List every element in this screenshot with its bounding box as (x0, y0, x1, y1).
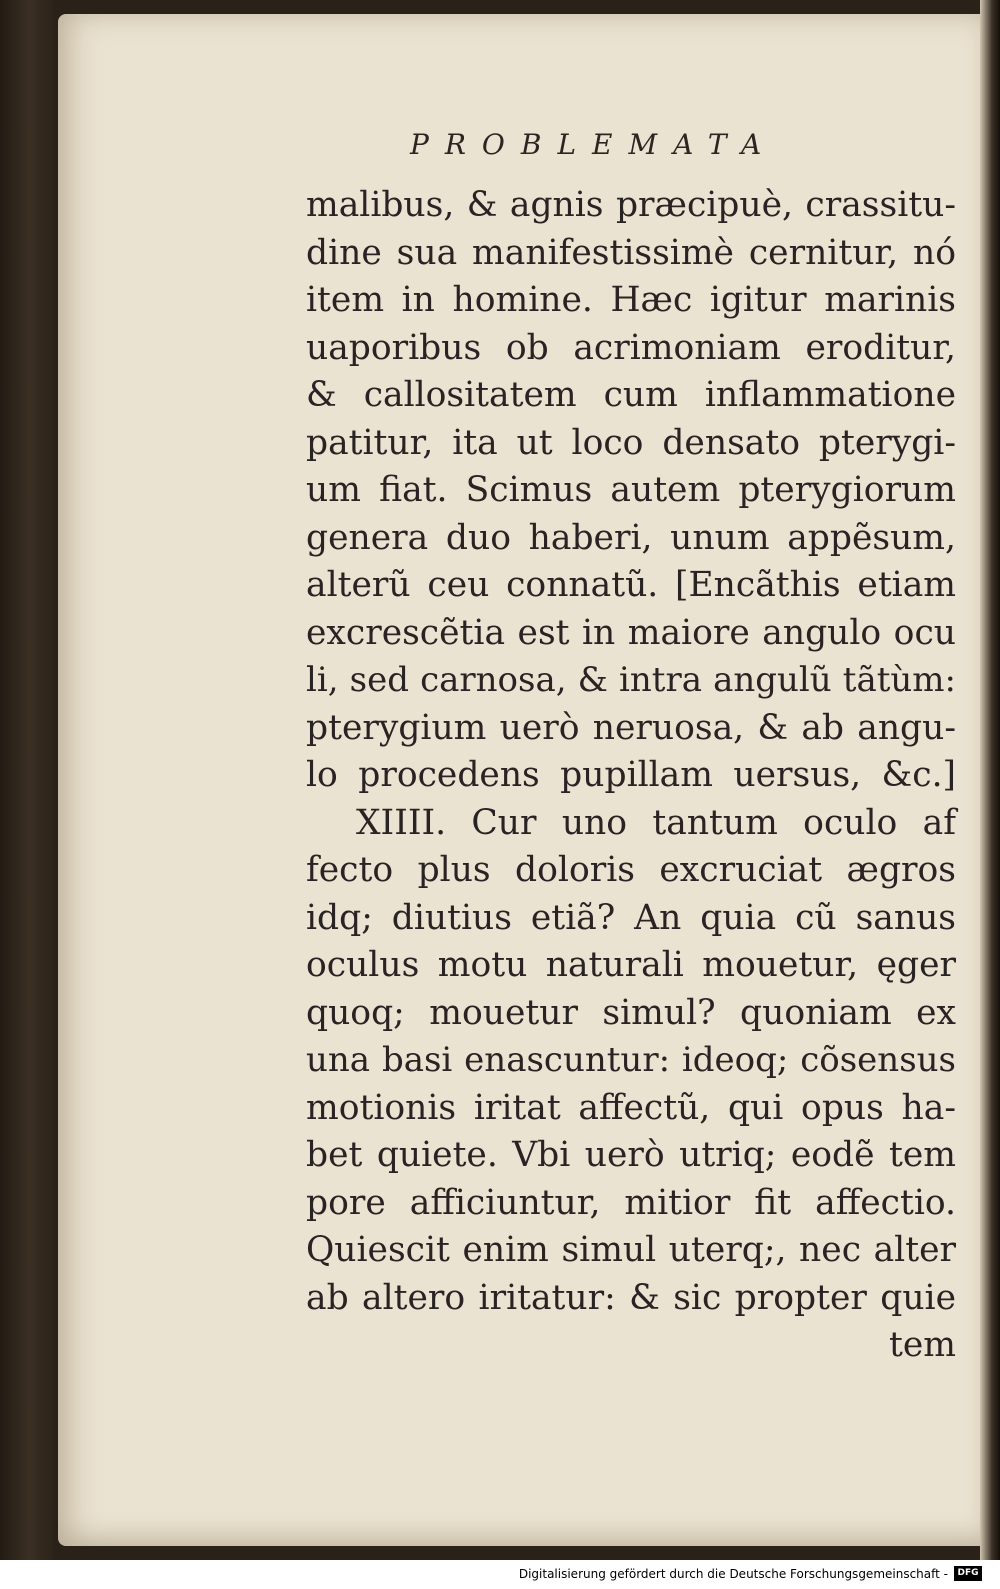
text-line: dine sua manifestissimè cernitur, nó (306, 232, 956, 273)
text-line: uaporibus ob acrimoniam eroditur, (306, 327, 956, 368)
section-heading-line: XIIII. Cur uno tantum oculo af (356, 802, 956, 843)
digitization-footer (0, 1560, 1000, 1589)
text-line: fecto plus doloris excruciat ægros (306, 850, 956, 890)
text-line: malibus, & agnis præcipuè, crassitu- (306, 185, 956, 225)
footer-credit: Digitalisierung gefördert durch die Deutsche Forschungsgemeinschaft - (518, 1567, 948, 1581)
page-edge (980, 0, 1000, 1560)
text-line: idq; diutius etiã? An quia cũ sanus (306, 897, 956, 938)
text-line: lo procedens pupillam uersus, &c.] (306, 755, 956, 795)
text-line: item in homine. Hæc igitur marinis (306, 280, 956, 320)
text-line: um fiat. Scimus autem pterygiorum (306, 470, 956, 510)
running-head: PROBLEMATA (410, 128, 778, 161)
text-line: Quiescit enim simul uterq;, nec alter (306, 1230, 956, 1270)
text-line: pterygium uerò neruosa, & ab angu- (306, 707, 956, 748)
text-line: una basi enascuntur: ideoq; cõsensus (306, 1040, 956, 1080)
text-line: bet quiete. Vbi uerò utriq; eodẽ tem (306, 1135, 956, 1175)
catchword: tem (889, 1325, 956, 1365)
text-line: pore afficiuntur, mitior fit affectio. (306, 1182, 956, 1223)
text-line: alterũ ceu connatũ. [Encãthis etiam (306, 565, 956, 605)
text-line: patitur, ita ut loco densato pterygi- (306, 422, 956, 463)
text-line: excrescẽtia est in maiore angulo ocu (306, 612, 956, 653)
text-line: oculus motu naturali mouetur, ęger (306, 945, 956, 985)
text-line: & callositatem cum inflammatione (306, 375, 956, 415)
text-line: genera duo haberi, unum appẽsum, (306, 517, 956, 558)
text-line: ab altero iritatur: & sic propter quie (306, 1277, 956, 1318)
body-text (306, 182, 956, 1370)
dfg-logo: DFG (954, 1566, 982, 1581)
text-line: li, sed carnosa, & intra angulũ tãtùm: (306, 660, 956, 700)
text-line: quoq; mouetur simul? quoniam ex (306, 992, 956, 1033)
text-line: motionis iritat affectũ, qui opus ha- (306, 1087, 956, 1128)
